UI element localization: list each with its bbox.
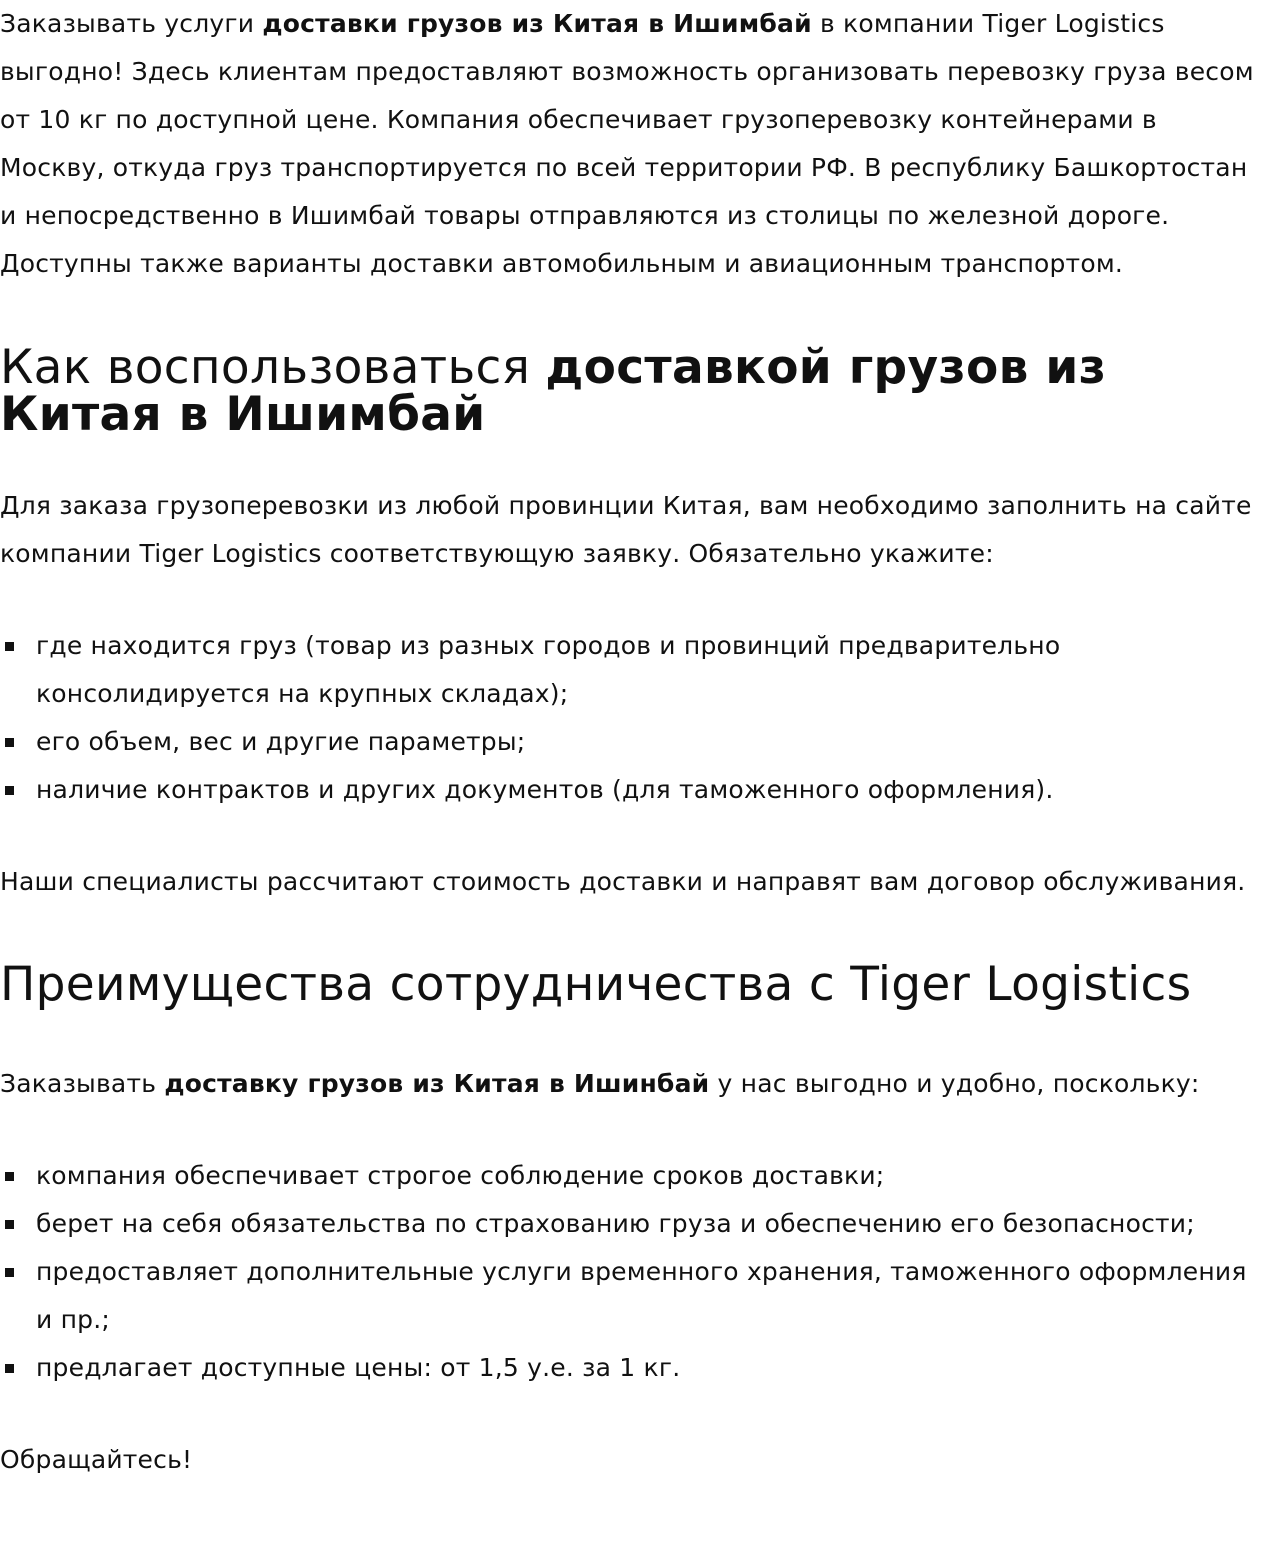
list-item-text: предоставляет дополнительные услуги временного хранения, таможенного оформления и пр.; bbox=[36, 1257, 1247, 1334]
list-item bbox=[0, 1152, 1262, 1200]
section1-list bbox=[0, 622, 1262, 814]
bullet-icon bbox=[5, 786, 14, 795]
section2-lead-after: у нас выгодно и удобно, поскольку: bbox=[709, 1069, 1200, 1098]
intro-text-before: Заказывать услуги bbox=[0, 9, 263, 38]
list-item-text: предлагает доступные цены: от 1,5 у.е. за 1 кг. bbox=[36, 1353, 681, 1382]
section1-heading-bold: доставкой грузов из Китая в Ишимбай bbox=[0, 340, 1107, 442]
list-item bbox=[0, 1248, 1262, 1344]
section2-closing: Обращайтесь! bbox=[0, 1445, 193, 1474]
list-item-text: компания обеспечивает строгое соблюдение сроков доставки; bbox=[36, 1161, 885, 1190]
section2-lead-bold: доставку грузов из Китая в Ишинбай bbox=[164, 1069, 710, 1098]
bullet-icon bbox=[5, 1364, 14, 1373]
list-item bbox=[0, 622, 1262, 718]
list-item bbox=[0, 1344, 1262, 1392]
section1-heading bbox=[0, 340, 1262, 442]
list-item bbox=[0, 1200, 1262, 1248]
bullet-icon bbox=[5, 1220, 14, 1229]
section1-closing: Наши специалисты рассчитают стоимость доставки и направят вам договор обслуживания. bbox=[0, 867, 1246, 896]
section2-heading: Преимущества сотрудничества с Tiger Logistics bbox=[0, 957, 1192, 1012]
list-item-text: берет на себя обязательства по страхованию груза и обеспечению его безопасности; bbox=[36, 1209, 1195, 1238]
list-item-text: где находится груз (товар из разных городов и провинций предварительно консолидируется на крупных складах); bbox=[36, 631, 1061, 708]
bullet-icon bbox=[5, 1268, 14, 1277]
list-item bbox=[0, 718, 1262, 766]
intro-paragraph bbox=[0, 0, 1262, 288]
section1-heading-plain: Как воспользоваться bbox=[0, 340, 546, 395]
section1-paragraph: Для заказа грузоперевозки из любой провинции Китая, вам необходимо заполнить на сайте компании Tiger Logistics соответствующую заявку. Обязательно укажите: bbox=[0, 491, 1252, 568]
bullet-icon bbox=[5, 642, 14, 651]
bullet-icon bbox=[5, 738, 14, 747]
bullet-icon bbox=[5, 1172, 14, 1181]
section2-list bbox=[0, 1152, 1262, 1392]
list-item bbox=[0, 766, 1262, 814]
section2-lead bbox=[0, 1060, 1262, 1108]
intro-text-after: в компании Tiger Logistics выгодно! Здесь клиентам предоставляют возможность организовать перевозку груза весом от 10 кг по доступной цене. Компания обеспечивает грузоперевозку контейнерами в Москву, откуда груз транспортируется по всей территории РФ. В республику Башкортостан и непосредственно в Ишимбай товары отправляются из столицы по железной дороге. Доступны также варианты доставки автомобильным и авиационным транспортом. bbox=[0, 9, 1254, 278]
section2-lead-before: Заказывать bbox=[0, 1069, 165, 1098]
list-item-text: наличие контрактов и других документов (для таможенного оформления). bbox=[36, 775, 1054, 804]
intro-text-bold: доставки грузов из Китая в Ишимбай bbox=[262, 9, 812, 38]
list-item-text: его объем, вес и другие параметры; bbox=[36, 727, 526, 756]
